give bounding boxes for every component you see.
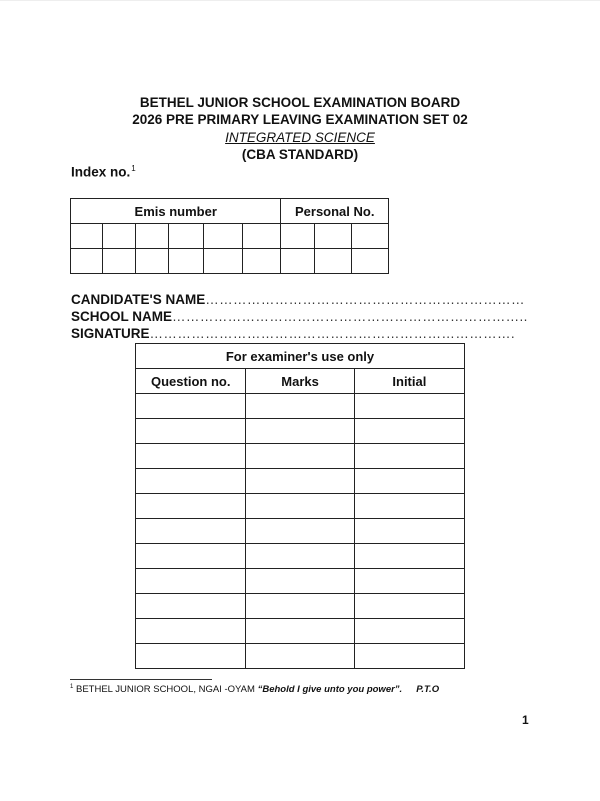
footnote-pto: P.T.O: [416, 684, 440, 696]
personal-number-header: Personal No.: [281, 199, 389, 224]
index-cell[interactable]: [315, 224, 352, 249]
marks-cell[interactable]: [246, 594, 354, 619]
signature-field[interactable]: [71, 326, 515, 341]
marks-cell[interactable]: [246, 619, 354, 644]
candidate-name-label: CANDIDATE'S NAME: [71, 292, 206, 307]
marks-cell[interactable]: [246, 544, 354, 569]
question-cell[interactable]: [136, 569, 246, 594]
index-cell[interactable]: [242, 249, 281, 274]
marks-cell[interactable]: [246, 494, 354, 519]
index-cell[interactable]: [135, 249, 169, 274]
table-row: [136, 494, 465, 519]
footnote-school: BETHEL JUNIOR SCHOOL, NGAI -OYAM: [73, 684, 258, 696]
table-row: [136, 444, 465, 469]
index-number-table: [70, 198, 389, 274]
footnote-motto: “Behold I give unto you power”.: [257, 684, 403, 696]
standard-title: (CBA STANDARD): [241, 147, 359, 162]
table-row: [136, 569, 465, 594]
school-name-label: SCHOOL NAME: [71, 309, 173, 324]
table-row: [71, 249, 389, 274]
initial-cell[interactable]: [354, 644, 464, 669]
candidate-name-dots: ……………………………………………………………: [205, 292, 525, 307]
candidate-name-field[interactable]: [71, 292, 525, 307]
index-cell[interactable]: [102, 224, 135, 249]
column-header-marks: Marks: [246, 369, 354, 394]
index-cell[interactable]: [204, 224, 243, 249]
emis-number-header: Emis number: [71, 199, 281, 224]
marks-cell[interactable]: [246, 444, 354, 469]
initial-cell[interactable]: [354, 494, 464, 519]
question-cell[interactable]: [136, 619, 246, 644]
index-cell[interactable]: [352, 224, 389, 249]
footnote-divider: [70, 679, 212, 680]
question-cell[interactable]: [136, 444, 246, 469]
subject-title: INTEGRATED SCIENCE: [225, 130, 375, 145]
question-cell[interactable]: [136, 419, 246, 444]
footnote-marker: 1: [131, 164, 136, 173]
question-cell[interactable]: [136, 644, 246, 669]
marks-cell[interactable]: [246, 469, 354, 494]
marks-cell[interactable]: [246, 644, 354, 669]
examiner-table-title: For examiner's use only: [136, 344, 465, 369]
page-number: 1: [522, 713, 529, 727]
column-header-question: Question no.: [136, 369, 246, 394]
index-cell[interactable]: [242, 224, 281, 249]
question-cell[interactable]: [136, 394, 246, 419]
school-name-dots: …………………………………………………………………..: [172, 309, 528, 324]
footnote-number: 1: [70, 684, 74, 690]
initial-cell[interactable]: [354, 619, 464, 644]
examiner-table: [135, 343, 465, 669]
question-cell[interactable]: [136, 594, 246, 619]
initial-cell[interactable]: [354, 594, 464, 619]
index-number-label: [71, 164, 136, 180]
index-cell[interactable]: [102, 249, 135, 274]
table-row: [136, 469, 465, 494]
question-cell[interactable]: [136, 469, 246, 494]
index-cell[interactable]: [71, 224, 103, 249]
marks-cell[interactable]: [246, 419, 354, 444]
initial-cell[interactable]: [354, 544, 464, 569]
index-cell[interactable]: [71, 249, 103, 274]
table-row: [136, 619, 465, 644]
footnote: [70, 684, 439, 695]
index-cell[interactable]: [281, 249, 315, 274]
initial-cell[interactable]: [354, 444, 464, 469]
index-cell[interactable]: [315, 249, 352, 274]
signature-label: SIGNATURE: [71, 326, 150, 341]
board-title: BETHEL JUNIOR SCHOOL EXAMINATION BOARD: [139, 95, 461, 110]
initial-cell[interactable]: [354, 569, 464, 594]
table-row: [136, 594, 465, 619]
index-label-text: Index no.: [71, 164, 131, 180]
exam-title: 2026 PRE PRIMARY LEAVING EXAMINATION SET 02: [132, 112, 468, 127]
initial-cell[interactable]: [354, 469, 464, 494]
school-name-field[interactable]: [71, 309, 528, 324]
initial-cell[interactable]: [354, 419, 464, 444]
question-cell[interactable]: [136, 519, 246, 544]
table-row: [71, 224, 389, 249]
initial-cell[interactable]: [354, 394, 464, 419]
initial-cell[interactable]: [354, 519, 464, 544]
index-cell[interactable]: [169, 249, 204, 274]
column-header-initial: Initial: [354, 369, 464, 394]
table-row: [136, 544, 465, 569]
table-row: [136, 394, 465, 419]
marks-cell[interactable]: [246, 569, 354, 594]
question-cell[interactable]: [136, 494, 246, 519]
table-row: [136, 419, 465, 444]
signature-dots: …………………………………………………………………….: [149, 326, 516, 341]
index-cell[interactable]: [204, 249, 243, 274]
index-cell[interactable]: [169, 224, 204, 249]
table-row: [136, 644, 465, 669]
index-cell[interactable]: [281, 224, 315, 249]
index-cell[interactable]: [135, 224, 169, 249]
question-cell[interactable]: [136, 544, 246, 569]
marks-cell[interactable]: [246, 394, 354, 419]
table-row: [136, 519, 465, 544]
marks-cell[interactable]: [246, 519, 354, 544]
index-cell[interactable]: [352, 249, 389, 274]
